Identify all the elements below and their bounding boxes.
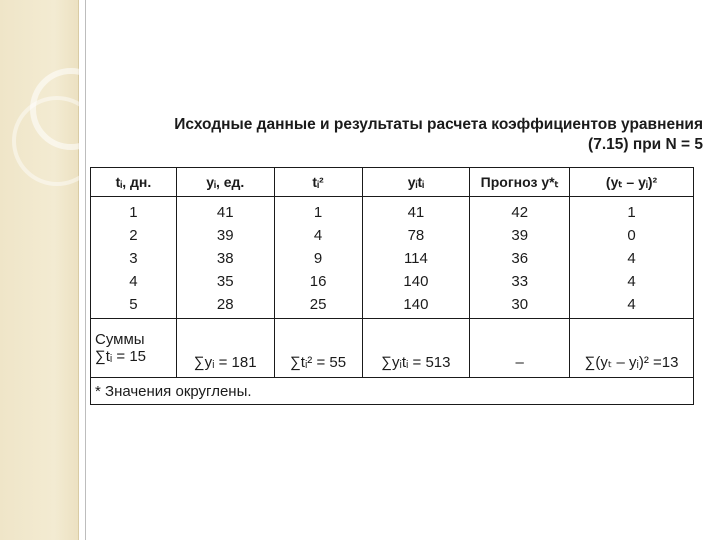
cell: 140: [403, 296, 429, 313]
cell: 16: [309, 273, 327, 290]
table-caption: [100, 115, 703, 155]
cell: 0: [627, 227, 636, 244]
sum-t2: ∑tᵢ² = 55: [290, 354, 347, 371]
cell: 33: [511, 273, 529, 290]
sum-forecast: –: [515, 354, 524, 371]
sum-t-cell: [91, 319, 177, 378]
cell: 28: [216, 296, 234, 313]
sum-t: ∑tᵢ = 15: [95, 348, 146, 365]
header-squared-error: (yₜ – yᵢ)²: [570, 168, 694, 197]
data-table: [90, 167, 694, 405]
cell: 114: [403, 250, 428, 267]
cell: 4: [313, 227, 323, 244]
cell: 5: [129, 296, 138, 313]
decorative-ring: [12, 96, 102, 186]
cell: 36: [511, 250, 529, 267]
table-header-row: [91, 168, 694, 197]
col-forecast-values: [470, 197, 570, 319]
cell: 38: [216, 250, 234, 267]
table-sums-row: [91, 319, 694, 378]
table-note: * Значения округлены.: [95, 382, 252, 400]
cell: 78: [407, 227, 425, 244]
header-y: yᵢ, ед.: [176, 168, 274, 197]
header-forecast: Прогноз y*ₜ: [470, 168, 570, 197]
col-y-values: [176, 197, 274, 319]
sum-yt-cell: [362, 319, 470, 378]
sum-sq: ∑(yₜ – yᵢ)² =13: [584, 354, 679, 371]
sums-label: Суммы: [95, 331, 145, 348]
col-sq-values: [570, 197, 694, 319]
cell: 3: [129, 250, 138, 267]
cell: 1: [129, 204, 138, 221]
cell: 39: [511, 227, 529, 244]
sum-t2-cell: [274, 319, 362, 378]
cell: 1: [627, 204, 636, 221]
sum-y: ∑yᵢ = 181: [193, 354, 257, 371]
cell: 4: [627, 273, 636, 290]
cell: 2: [129, 227, 138, 244]
cell: 42: [511, 204, 529, 221]
col-yt-values: [362, 197, 470, 319]
sum-yt: ∑yᵢtᵢ = 513: [381, 354, 451, 371]
caption-line-2: (7.15) при N = 5: [588, 136, 703, 153]
header-yt: yᵢtᵢ: [362, 168, 470, 197]
cell: 4: [627, 296, 636, 313]
table-values-row: [91, 197, 694, 319]
cell: 9: [313, 250, 323, 267]
cell: 25: [309, 296, 327, 313]
cell: 1: [313, 204, 323, 221]
cell: 41: [407, 204, 425, 221]
note-cell: [91, 378, 694, 405]
col-t2-values: [274, 197, 362, 319]
cell: 41: [216, 204, 234, 221]
slide-divider-line: [85, 0, 86, 540]
cell: 140: [403, 273, 429, 290]
sum-sq-cell: [570, 319, 694, 378]
header-t-squared: tᵢ²: [274, 168, 362, 197]
decorative-side-strip: [0, 0, 79, 540]
table-note-row: [91, 378, 694, 405]
cell: 4: [129, 273, 138, 290]
header-t: tᵢ, дн.: [91, 168, 177, 197]
sum-y-cell: [176, 319, 274, 378]
cell: 39: [216, 227, 234, 244]
cell: 30: [511, 296, 529, 313]
sum-forecast-cell: [470, 319, 570, 378]
col-t-values: [91, 197, 177, 319]
cell: 4: [627, 250, 636, 267]
caption-line-1: Исходные данные и результаты расчета коэффициентов уравнения: [174, 116, 703, 133]
cell: 35: [216, 273, 234, 290]
